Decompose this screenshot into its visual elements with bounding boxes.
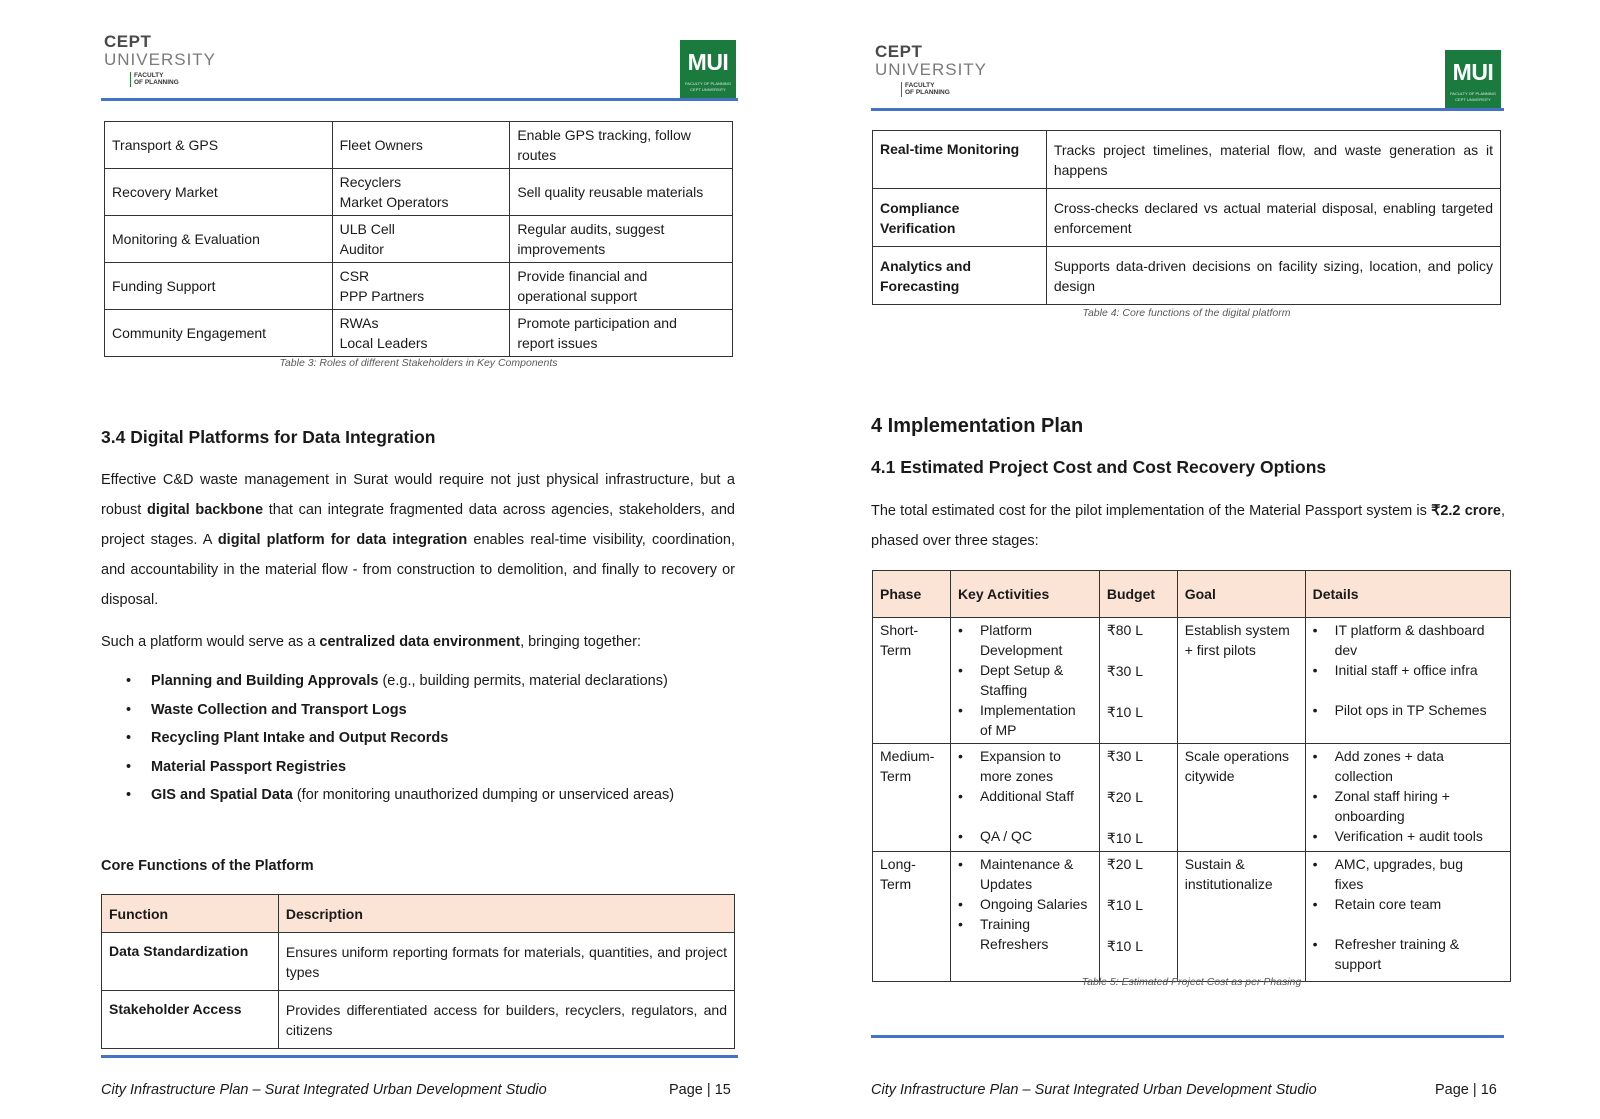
header-rule xyxy=(871,108,1504,111)
table-row: Community Engagement RWAs Local Leaders Promote participation and report issues xyxy=(105,310,733,357)
section-heading-4-1: 4.1 Estimated Project Cost and Cost Recovery Options xyxy=(871,457,1327,477)
table-row-short-term: Short- Term • Platform Development • Dept Setup & Staffing • Implementation of MP ₹80 L ₹30 L ₹10 L Establish system + first pilots • IT platform & dashboard dev • Initial staff + office infra • Pilot ops in TP Schemes xyxy=(873,618,1511,744)
list-item: • Waste Collection and Transport Logs xyxy=(126,701,407,718)
mui-logo: MUI FACULTY OF PLANNING CEPT UNIVERSITY xyxy=(680,40,736,98)
list-item: • Zonal staff hiring + onboarding xyxy=(1312,788,1450,824)
footer-title: City Infrastructure Plan – Surat Integrated Urban Development Studio xyxy=(871,1082,1317,1098)
list-item: • Platform Development xyxy=(957,622,1063,658)
table-4-caption: Table 4: Core functions of the digital platform xyxy=(1082,307,1291,319)
table-header-row: Phase Key Activities Budget Goal Details xyxy=(873,571,1511,618)
core-functions-heading: Core Functions of the Platform xyxy=(101,858,314,874)
list-item: • Ongoing Salaries xyxy=(957,896,1088,912)
table-row: Compliance Verification Cross-checks declared vs actual material disposal, enabling targeted enforcement xyxy=(873,189,1501,247)
list-item: • Refresher training & support xyxy=(1312,936,1460,972)
list-item: • AMC, upgrades, bug fixes xyxy=(1312,856,1463,892)
list-item: • QA / QC xyxy=(957,828,1033,844)
list-item: • Planning and Building Approvals (e.g., building permits, material declarations) xyxy=(126,673,668,689)
list-item: • Implementation of MP xyxy=(957,702,1076,738)
core-functions-table xyxy=(101,894,735,1049)
table-row: Data Standardization Ensures uniform reporting formats for materials, quantities, and project types xyxy=(102,933,735,991)
table-row: Recovery Market Recyclers Market Operators Sell quality reusable materials xyxy=(105,169,733,216)
core-functions-table-continued xyxy=(872,130,1501,305)
table-row: Analytics and Forecasting Supports data-driven decisions on facility sizing, location, and policy design xyxy=(873,247,1501,305)
page-16 xyxy=(800,0,1600,1119)
estimated-cost-table xyxy=(872,570,1511,982)
list-item: • Pilot ops in TP Schemes xyxy=(1312,702,1487,718)
list-item: • Retain core team xyxy=(1312,896,1442,912)
footer-rule xyxy=(101,1055,738,1058)
mui-logo: MUI FACULTY OF PLANNING CEPT UNIVERSITY xyxy=(1445,50,1501,108)
list-item: • IT platform & dashboard dev xyxy=(1312,622,1485,658)
table-3-caption: Table 3: Roles of different Stakeholders in Key Components xyxy=(279,357,558,369)
list-item: • Expansion to more zones xyxy=(957,748,1061,784)
page-number: Page | 15 xyxy=(669,1082,731,1098)
list-item: • Initial staff + office infra xyxy=(1312,662,1478,678)
table-row: Funding Support CSR PPP Partners Provide financial and operational support xyxy=(105,263,733,310)
cept-university-logo: CEPT UNIVERSITY FACULTY OF PLANNING xyxy=(104,32,217,87)
table-row: Real-time Monitoring Tracks project timelines, material flow, and waste generation as it happens xyxy=(873,131,1501,189)
footer-title: City Infrastructure Plan – Surat Integrated Urban Development Studio xyxy=(101,1082,547,1098)
table-row-medium-term: Medium- Term • Expansion to more zones • Additional Staff • QA / QC ₹30 L ₹20 L ₹10 L Scale operations citywide • Add zones + data collection • Zonal staff hiring + onboarding • Verification + audit tools xyxy=(873,744,1511,852)
list-item: • Dept Setup & Staffing xyxy=(957,662,1064,698)
paragraph-digital-platforms: Effective C&D waste management in Surat would require not just physical infrastructure, but a robust digital backbone that can integrate fragmented data across agencies, stakeholders, and project stages. A digital platform for data integration enables real-time visibility, coordination, and accountability in the material flow - from construction to demolition, and finally to recovery or disposal. xyxy=(101,472,735,608)
page-number: Page | 16 xyxy=(1435,1082,1497,1098)
table-row: Transport & GPS Fleet Owners Enable GPS tracking, follow routes xyxy=(105,122,733,169)
table-5-caption: Table 5: Estimated Project Cost as per Phasing xyxy=(1081,976,1302,988)
list-item: • Maintenance & Updates xyxy=(957,856,1074,892)
list-item: • Add zones + data collection xyxy=(1312,748,1444,784)
paragraph-cost-intro: The total estimated cost for the pilot implementation of the Material Passport system is ₹2.2 crore, phased over three stages: xyxy=(871,503,1505,549)
list-item: • GIS and Spatial Data (for monitoring unauthorized dumping or unserviced areas) xyxy=(126,787,675,803)
list-item: • Recycling Plant Intake and Output Records xyxy=(126,730,449,746)
stakeholder-roles-table xyxy=(104,121,733,357)
header-rule xyxy=(101,98,738,101)
list-item: • Material Passport Registries xyxy=(126,758,347,775)
table-row: Stakeholder Access Provides differentiated access for builders, recyclers, regulators, and citizens xyxy=(102,991,735,1049)
table-header-row: Function Description xyxy=(102,895,735,933)
table-row-long-term: Long- Term • Maintenance & Updates • Ongoing Salaries • Training Refreshers ₹20 L ₹10 L ₹10 L Sustain & institutionalize • AMC, upgrades, bug fixes • Retain core team • Refresher training & support xyxy=(873,852,1511,982)
chapter-heading-4: 4 Implementation Plan xyxy=(871,415,1084,437)
list-item: • Verification + audit tools xyxy=(1312,828,1483,844)
table-row: Monitoring & Evaluation ULB Cell Auditor Regular audits, suggest improvements xyxy=(105,216,733,263)
list-item: • Training Refreshers xyxy=(957,916,1049,952)
paragraph-platform-intro: Such a platform would serve as a centralized data environment, bringing together: xyxy=(101,634,641,650)
data-sources-list xyxy=(101,667,741,810)
footer-rule xyxy=(871,1035,1504,1038)
list-item: • Additional Staff xyxy=(957,788,1074,804)
cept-university-logo: CEPT UNIVERSITY FACULTY OF PLANNING xyxy=(875,42,988,97)
section-heading-3-4: 3.4 Digital Platforms for Data Integration xyxy=(101,427,436,447)
